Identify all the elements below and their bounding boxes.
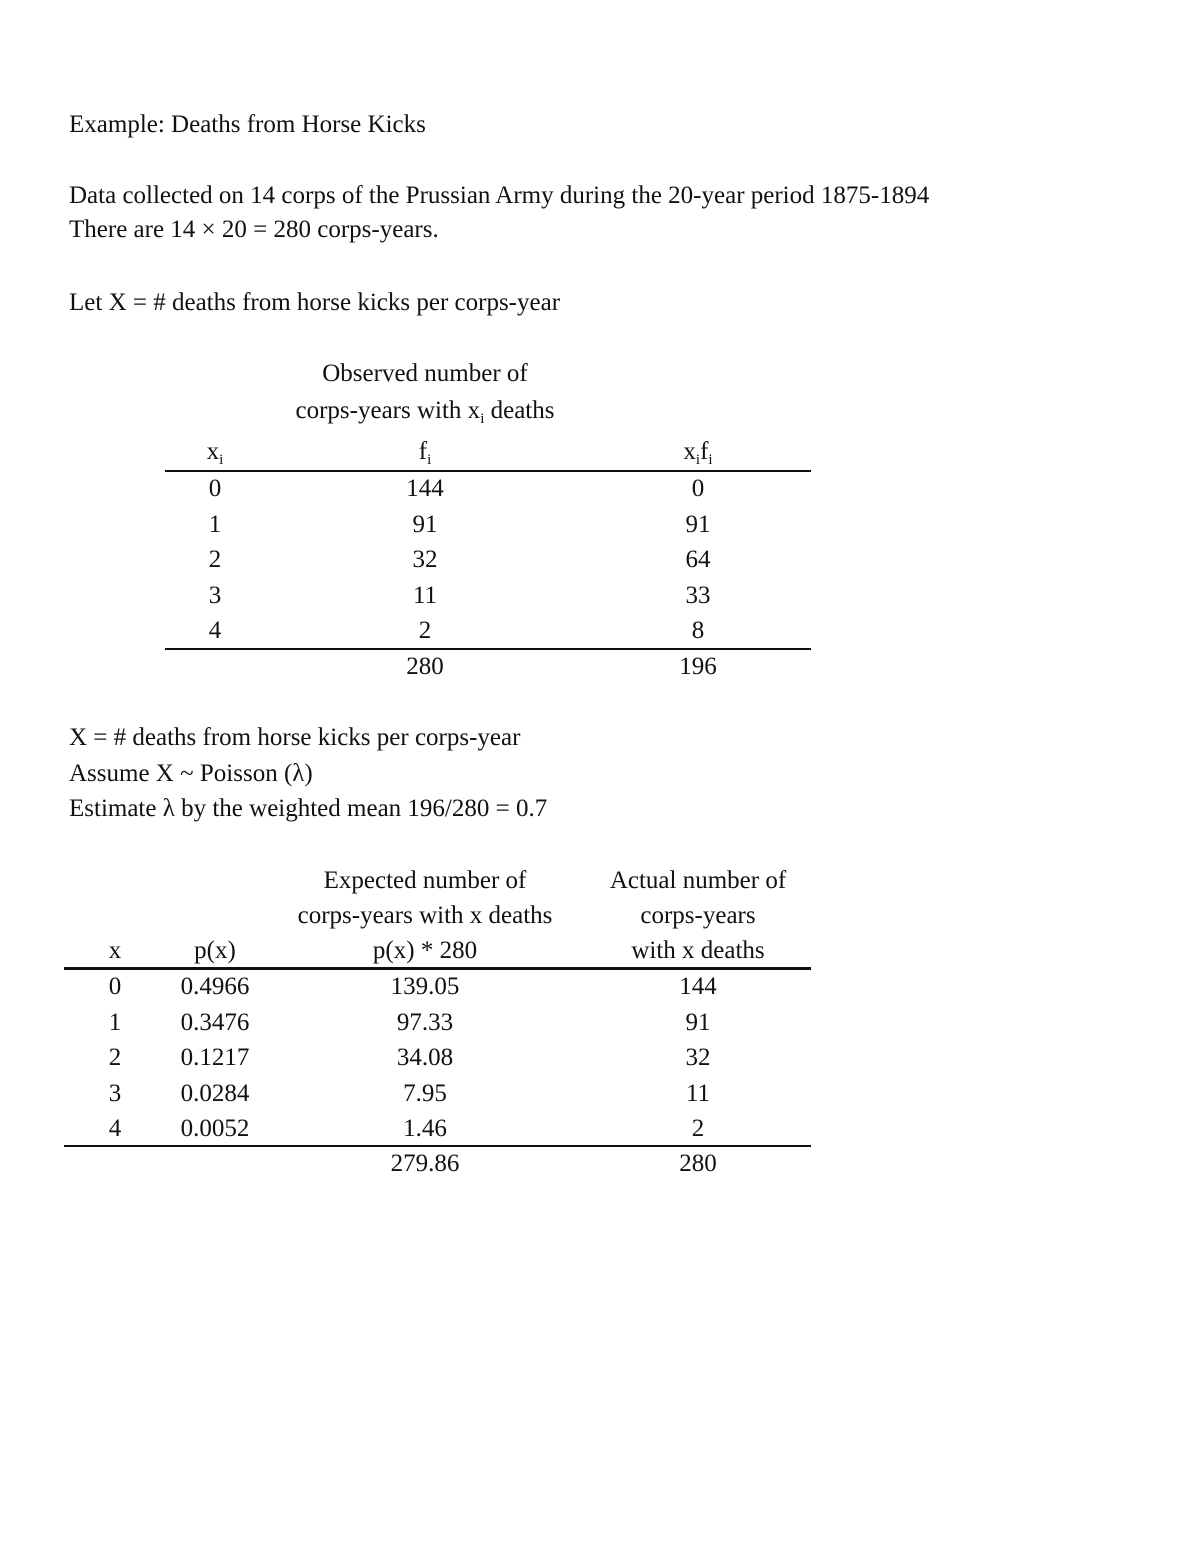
- cell-actual: 32: [685, 1044, 711, 1071]
- variable-restatement: X = # deaths from horse kicks per corps-year: [69, 724, 521, 751]
- cell-xf: 0: [691, 475, 705, 502]
- cell-actual: 144: [679, 973, 717, 1000]
- cell-x: 0: [108, 973, 122, 1000]
- totals-rule: [165, 648, 811, 650]
- total-f: 280: [406, 653, 444, 680]
- corps-years-statement: There are 14 × 20 = 280 corps-years.: [69, 216, 439, 243]
- cell-f: 144: [406, 475, 444, 502]
- col-header-fi: $f_i$: [418, 438, 432, 468]
- cell-x: 4: [208, 617, 222, 644]
- cell-x: 3: [108, 1080, 122, 1107]
- cell-x: 1: [108, 1009, 122, 1036]
- total-actual: 280: [679, 1150, 717, 1177]
- col-header-x: x: [108, 937, 122, 964]
- observed-header-line2: corps-years with $x_i$ deaths: [295, 397, 555, 427]
- cell-actual: 11: [685, 1080, 711, 1107]
- expected-header-line3: p(x) * 280: [372, 937, 478, 964]
- cell-xf: 91: [685, 511, 711, 538]
- header-rule: [64, 967, 811, 970]
- lambda-estimate: Estimate λ by the weighted mean 196/280 = 0.7: [69, 795, 548, 822]
- col-header-px: p(x): [194, 937, 236, 964]
- cell-px: 0.0052: [180, 1115, 250, 1142]
- expected-header-line1: Expected number of: [323, 867, 527, 894]
- actual-header-line1: Actual number of: [609, 867, 787, 894]
- cell-x: 1: [208, 511, 222, 538]
- cell-f: 2: [418, 617, 432, 644]
- cell-expected: 34.08: [396, 1044, 454, 1071]
- cell-x: 3: [208, 582, 222, 609]
- cell-px: 0.3476: [180, 1009, 250, 1036]
- total-xf: 196: [679, 653, 717, 680]
- cell-f: 32: [412, 546, 438, 573]
- observed-header-line1: Observed number of: [322, 360, 528, 387]
- actual-header-line3: with x deaths: [631, 937, 765, 964]
- cell-px: 0.1217: [180, 1044, 250, 1071]
- cell-xf: 33: [685, 582, 711, 609]
- cell-actual: 2: [691, 1115, 705, 1142]
- cell-px: 0.0284: [180, 1080, 250, 1107]
- cell-x: 0: [208, 475, 222, 502]
- variable-definition: Let X = # deaths from horse kicks per corps-year: [69, 289, 561, 316]
- cell-actual: 91: [685, 1009, 711, 1036]
- poisson-assumption: Assume X ~ Poisson (λ): [69, 760, 313, 787]
- cell-f: 11: [412, 582, 438, 609]
- cell-expected: 1.46: [403, 1115, 447, 1142]
- total-expected: 279.86: [390, 1150, 460, 1177]
- cell-expected: 7.95: [403, 1080, 447, 1107]
- expected-header-line2: corps-years with x deaths: [297, 902, 553, 929]
- page-title: Example: Deaths from Horse Kicks: [69, 111, 426, 138]
- cell-x: 2: [208, 546, 222, 573]
- cell-x: 2: [108, 1044, 122, 1071]
- cell-f: 91: [412, 511, 438, 538]
- col-header-xi: $x_i$: [206, 438, 224, 468]
- totals-rule: [64, 1145, 811, 1147]
- cell-expected: 97.33: [396, 1009, 454, 1036]
- header-rule: [165, 470, 811, 472]
- cell-xf: 64: [685, 546, 711, 573]
- cell-expected: 139.05: [390, 973, 460, 1000]
- cell-x: 4: [108, 1115, 122, 1142]
- col-header-xifi: $x_if_i$: [683, 438, 713, 468]
- cell-xf: 8: [691, 617, 705, 644]
- cell-px: 0.4966: [180, 973, 250, 1000]
- data-description: Data collected on 14 corps of the Prussian Army during the 20-year period 1875-1894: [69, 182, 930, 209]
- actual-header-line2: corps-years: [640, 902, 756, 929]
